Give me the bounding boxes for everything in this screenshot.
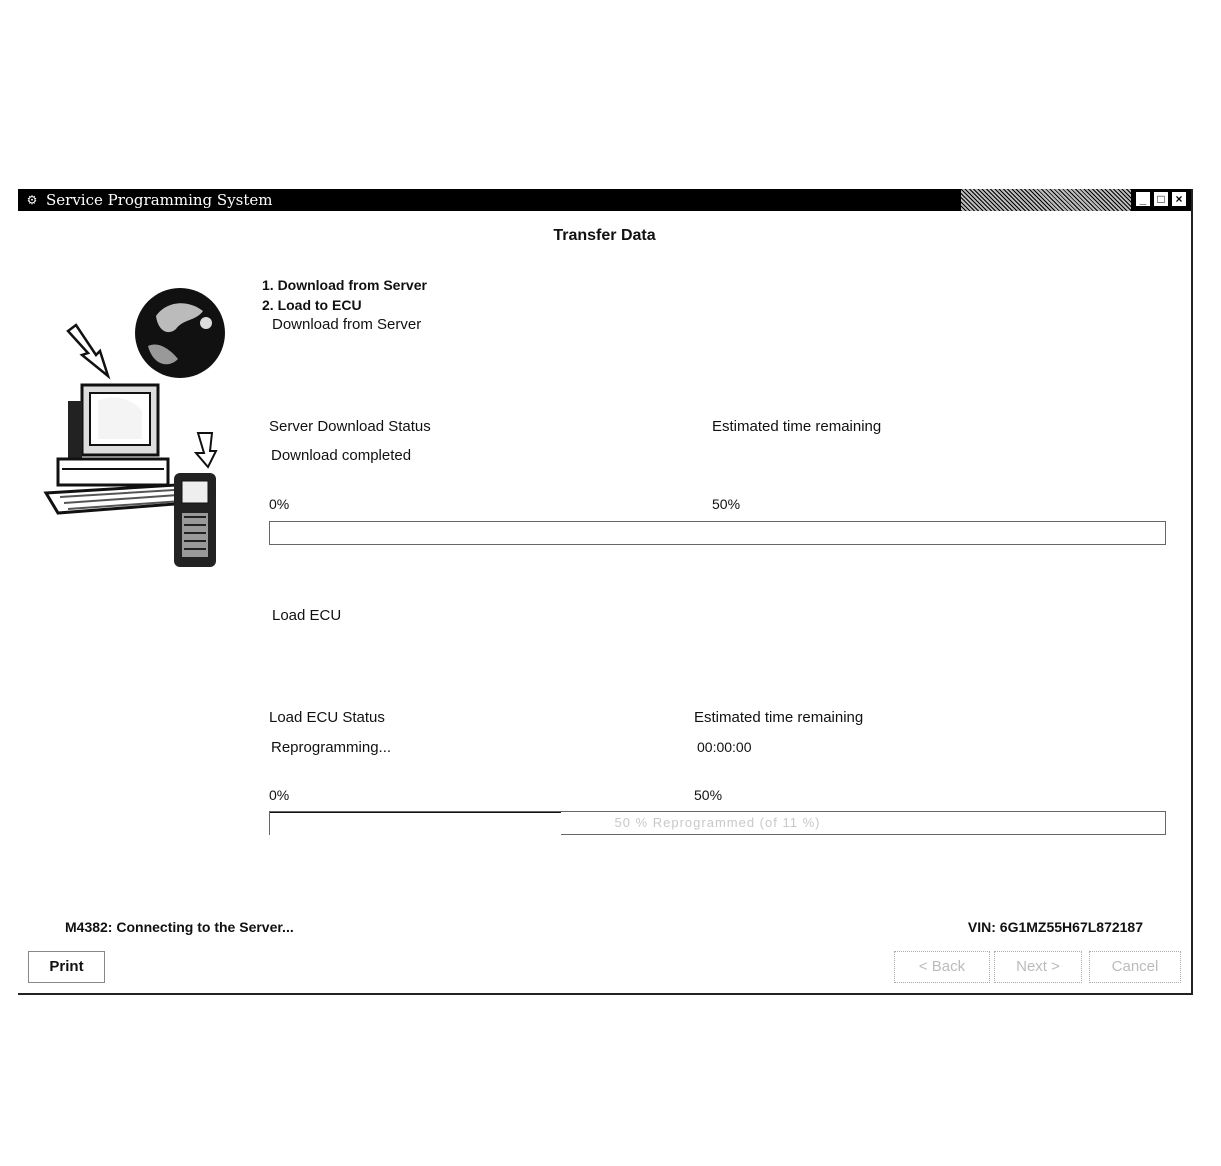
arrow-icon [196, 433, 216, 467]
window-title: Service Programming System [46, 191, 273, 209]
step-load: 2. Load to ECU [262, 297, 362, 313]
load-progress-bar [269, 811, 1166, 835]
step-download: 1. Download from Server [262, 277, 427, 293]
back-button[interactable]: < Back [894, 951, 990, 983]
title-bar[interactable] [18, 189, 1191, 211]
download-status-label: Server Download Status [269, 418, 431, 435]
download-section-label: Download from Server [272, 316, 422, 333]
app-icon[interactable]: ⚙ [26, 193, 38, 207]
close-icon[interactable]: × [1171, 191, 1187, 207]
load-pct-mid: 50% [694, 787, 723, 803]
illustration [38, 281, 228, 571]
computer-icon [46, 385, 188, 513]
print-button[interactable]: Print [28, 951, 105, 983]
vin-label: VIN: 6G1MZ55H67L872187 [967, 919, 1143, 935]
page-heading: Transfer Data [553, 227, 656, 244]
minimize-icon[interactable]: _ [1135, 191, 1151, 207]
load-pct-start: 0% [269, 787, 290, 803]
load-time-label: Estimated time remaining [694, 709, 864, 726]
status-message: M4382: Connecting to the Server... [65, 919, 294, 935]
cancel-button[interactable]: Cancel [1089, 951, 1181, 983]
download-pct-start: 0% [269, 496, 290, 512]
load-progress-text: 50 % Reprogrammed (of 11 %) [614, 815, 821, 830]
download-pct-mid: 50% [712, 496, 741, 512]
download-status-value: Download completed [271, 447, 412, 464]
handheld-tool-icon [174, 473, 216, 567]
load-status-value: Reprogramming... [271, 739, 392, 756]
maximize-icon[interactable]: □ [1153, 191, 1169, 207]
main-window [18, 189, 1193, 995]
globe-icon [135, 288, 225, 378]
arrow-icon [68, 325, 108, 376]
load-time-value: 00:00:00 [697, 739, 752, 755]
load-section-label: Load ECU [272, 607, 342, 624]
title-bar-pattern [961, 189, 1131, 211]
load-status-label: Load ECU Status [269, 709, 385, 726]
next-button[interactable]: Next > [994, 951, 1082, 983]
download-time-label: Estimated time remaining [712, 418, 882, 435]
download-progress-bar [269, 521, 1166, 545]
